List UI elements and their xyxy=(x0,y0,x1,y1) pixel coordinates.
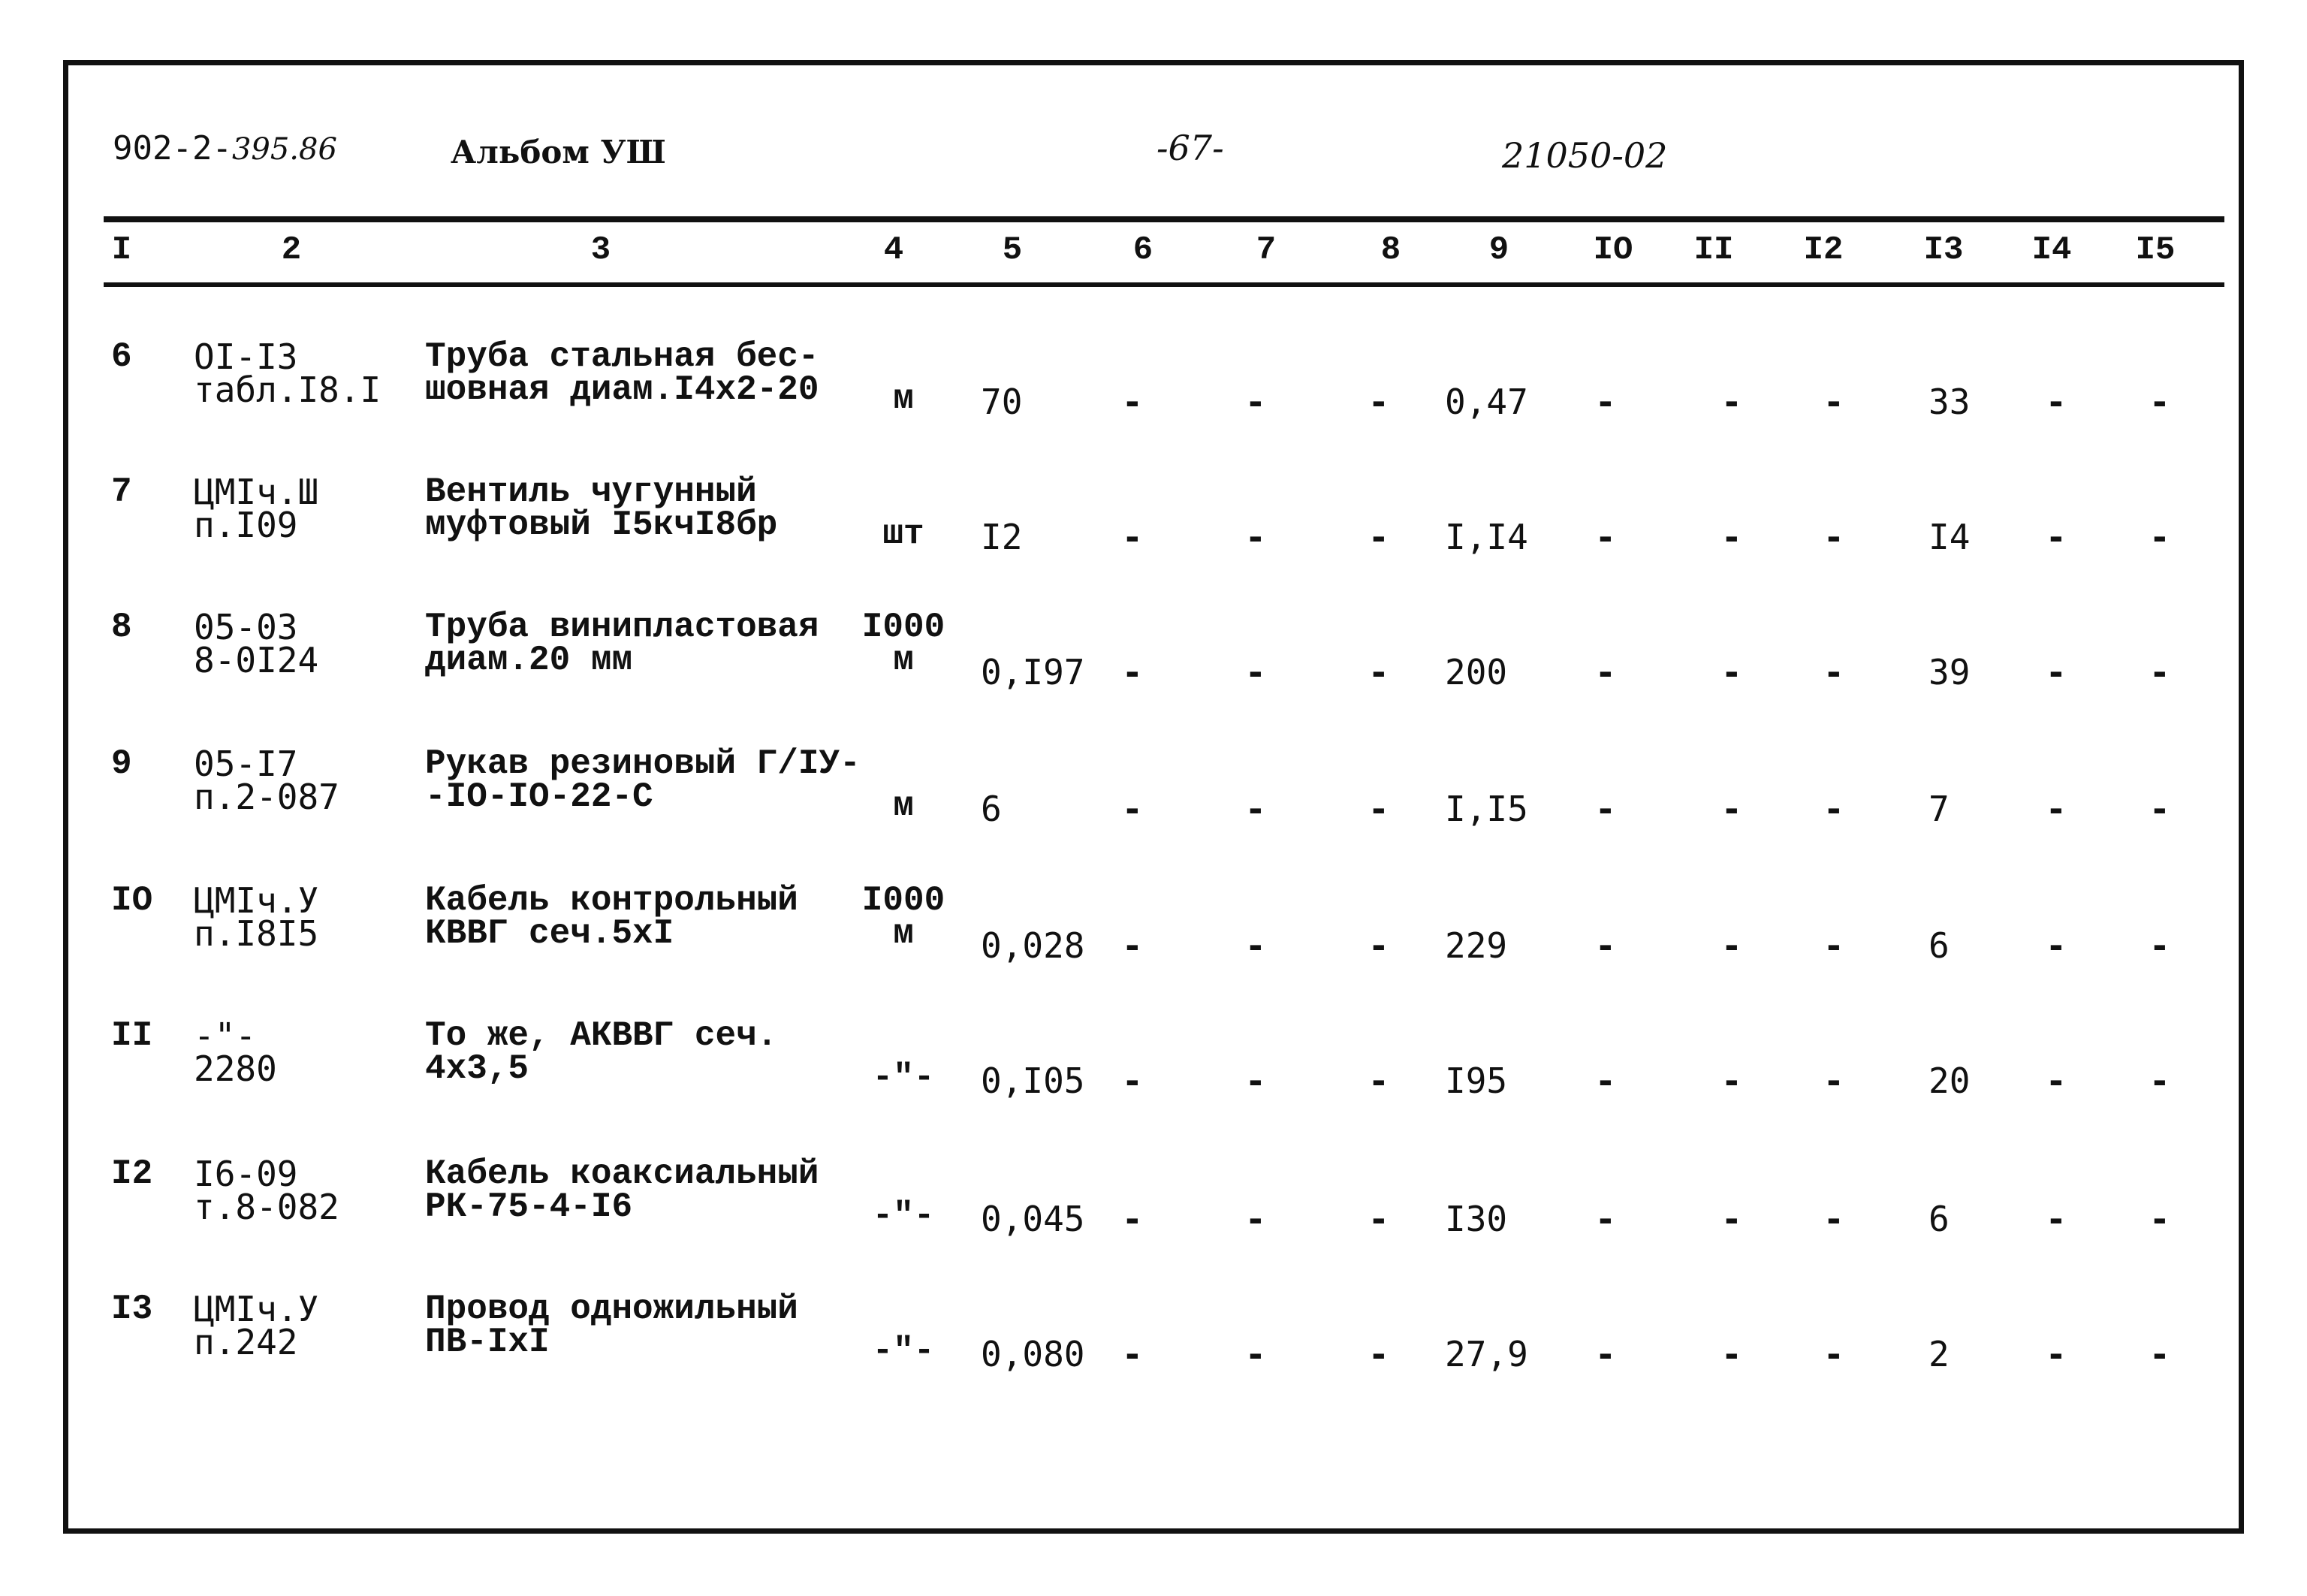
value-col-13: 20 xyxy=(1929,1060,1971,1101)
empty-value-dash: - xyxy=(1721,925,1742,966)
column-number: 5 xyxy=(1002,231,1023,269)
column-number: I4 xyxy=(2031,231,2072,269)
empty-value-dash: - xyxy=(1721,382,1742,422)
empty-value-dash: - xyxy=(2046,925,2067,966)
unit: -"- xyxy=(872,1196,935,1235)
empty-value-dash: - xyxy=(1122,517,1143,557)
norm-reference: 05-I7 xyxy=(194,744,298,784)
value-col-9: 0,47 xyxy=(1445,382,1528,422)
value-col-9: 200 xyxy=(1445,652,1508,692)
page-frame xyxy=(63,60,2244,1534)
quantity: 70 xyxy=(981,382,1023,422)
empty-value-dash: - xyxy=(1595,517,1616,557)
norm-reference: 8-0I24 xyxy=(194,640,319,680)
unit: м xyxy=(893,379,914,418)
quantity: I2 xyxy=(981,517,1023,557)
norm-reference: п.I8I5 xyxy=(194,913,319,954)
empty-value-dash: - xyxy=(1368,1334,1389,1374)
norm-reference: I6-09 xyxy=(194,1154,298,1194)
column-number: I5 xyxy=(2135,231,2176,269)
empty-value-dash: - xyxy=(1595,1334,1616,1374)
norm-reference: ЦМIч.Ш xyxy=(194,472,319,512)
empty-value-dash: - xyxy=(1823,925,1844,966)
page-number: -67- xyxy=(1157,128,1224,168)
empty-value-dash: - xyxy=(1368,925,1389,966)
norm-reference: ЦМIч.У xyxy=(194,880,319,921)
column-number: 8 xyxy=(1380,231,1401,269)
column-number: 2 xyxy=(281,231,302,269)
value-col-13: 6 xyxy=(1929,1199,1950,1239)
empty-value-dash: - xyxy=(1823,517,1844,557)
document-code-prefix: 902-2- xyxy=(113,129,232,167)
empty-value-dash: - xyxy=(1368,652,1389,692)
unit: I000 xyxy=(861,608,945,647)
empty-value-dash: - xyxy=(1721,789,1742,829)
unit: шт xyxy=(882,514,924,554)
unit: м xyxy=(893,914,914,953)
item-name: Провод одножильный xyxy=(425,1290,798,1329)
row-number: 9 xyxy=(111,744,132,783)
row-number: 8 xyxy=(111,608,132,647)
empty-value-dash: - xyxy=(1595,925,1616,966)
empty-value-dash: - xyxy=(1245,789,1266,829)
value-col-9: I,I4 xyxy=(1445,517,1528,557)
empty-value-dash: - xyxy=(1823,1334,1844,1374)
norm-reference: п.I09 xyxy=(194,505,298,545)
empty-value-dash: - xyxy=(1245,1334,1266,1374)
item-name: 4х3,5 xyxy=(425,1049,529,1088)
empty-value-dash: - xyxy=(1122,925,1143,966)
item-name: Рукав резиновый Г/IУ- xyxy=(425,744,861,783)
empty-value-dash: - xyxy=(1122,789,1143,829)
value-col-9: I,I5 xyxy=(1445,789,1528,829)
empty-value-dash: - xyxy=(2149,382,2170,422)
empty-value-dash: - xyxy=(2046,382,2067,422)
value-col-9: I30 xyxy=(1445,1199,1508,1239)
column-number: 4 xyxy=(883,231,904,269)
document-number: 21050-02 xyxy=(1502,135,1668,176)
item-name: Труба винипластовая xyxy=(425,608,819,647)
empty-value-dash: - xyxy=(2046,652,2067,692)
empty-value-dash: - xyxy=(1368,517,1389,557)
row-number: I3 xyxy=(111,1290,153,1329)
norm-reference: 2280 xyxy=(194,1048,277,1089)
empty-value-dash: - xyxy=(1595,1060,1616,1101)
empty-value-dash: - xyxy=(1122,1199,1143,1239)
empty-value-dash: - xyxy=(2149,925,2170,966)
value-col-13: I4 xyxy=(1929,517,1971,557)
empty-value-dash: - xyxy=(2046,1060,2067,1101)
column-number: I2 xyxy=(1803,231,1844,269)
value-col-13: 33 xyxy=(1929,382,1971,422)
item-name: РК-75-4-I6 xyxy=(425,1187,633,1226)
empty-value-dash: - xyxy=(1245,1060,1266,1101)
empty-value-dash: - xyxy=(1122,382,1143,422)
empty-value-dash: - xyxy=(1823,652,1844,692)
document-code-handwritten: 395.86 xyxy=(231,132,337,167)
empty-value-dash: - xyxy=(1245,925,1266,966)
empty-value-dash: - xyxy=(1245,652,1266,692)
empty-value-dash: - xyxy=(2149,1199,2170,1239)
empty-value-dash: - xyxy=(1595,789,1616,829)
item-name: КВВГ сеч.5хI xyxy=(425,914,674,953)
empty-value-dash: - xyxy=(1245,382,1266,422)
empty-value-dash: - xyxy=(1368,789,1389,829)
item-name: -IO-IO-22-С xyxy=(425,777,653,816)
norm-reference: табл.I8.I xyxy=(194,370,381,410)
empty-value-dash: - xyxy=(2149,789,2170,829)
row-number: I2 xyxy=(111,1154,153,1193)
empty-value-dash: - xyxy=(1595,1199,1616,1239)
column-number: 6 xyxy=(1132,231,1154,269)
empty-value-dash: - xyxy=(2149,1060,2170,1101)
item-name: Вентиль чугунный xyxy=(425,472,757,511)
document-code xyxy=(113,129,337,167)
row-number: II xyxy=(111,1016,153,1055)
norm-reference: OI-I3 xyxy=(194,336,298,377)
empty-value-dash: - xyxy=(1823,382,1844,422)
item-name: шовная диам.I4x2-20 xyxy=(425,370,819,409)
empty-value-dash: - xyxy=(1823,789,1844,829)
value-col-13: 7 xyxy=(1929,789,1950,829)
unit: м xyxy=(893,641,914,680)
empty-value-dash: - xyxy=(1721,517,1742,557)
row-number: 7 xyxy=(111,472,132,511)
empty-value-dash: - xyxy=(1721,1199,1742,1239)
norm-reference: т.8-082 xyxy=(194,1187,339,1227)
unit: м xyxy=(893,786,914,825)
empty-value-dash: - xyxy=(1721,652,1742,692)
empty-value-dash: - xyxy=(1823,1199,1844,1239)
column-number: I xyxy=(111,231,132,269)
empty-value-dash: - xyxy=(2046,789,2067,829)
item-name: диам.20 мм xyxy=(425,641,633,680)
empty-value-dash: - xyxy=(1245,1199,1266,1239)
column-number: 7 xyxy=(1256,231,1277,269)
column-number: I3 xyxy=(1923,231,1964,269)
empty-value-dash: - xyxy=(2149,652,2170,692)
quantity: 0,I05 xyxy=(981,1060,1085,1101)
empty-value-dash: - xyxy=(1122,1060,1143,1101)
item-name: Кабель контрольный xyxy=(425,881,798,920)
header-rule-bottom xyxy=(104,282,2224,287)
value-col-13: 39 xyxy=(1929,652,1971,692)
empty-value-dash: - xyxy=(2149,1334,2170,1374)
item-name: ПВ-IхI xyxy=(425,1323,550,1362)
value-col-9: 27,9 xyxy=(1445,1334,1528,1374)
value-col-9: I95 xyxy=(1445,1060,1508,1101)
value-col-13: 6 xyxy=(1929,925,1950,966)
quantity: 0,080 xyxy=(981,1334,1085,1374)
empty-value-dash: - xyxy=(1122,652,1143,692)
empty-value-dash: - xyxy=(1245,517,1266,557)
norm-reference: п.242 xyxy=(194,1322,298,1362)
empty-value-dash: - xyxy=(1721,1060,1742,1101)
row-number: IO xyxy=(111,881,153,920)
empty-value-dash: - xyxy=(1595,382,1616,422)
value-col-13: 2 xyxy=(1929,1334,1950,1374)
quantity: 6 xyxy=(981,789,1002,829)
quantity: 0,028 xyxy=(981,925,1085,966)
unit: -"- xyxy=(872,1058,935,1097)
empty-value-dash: - xyxy=(1368,382,1389,422)
unit: I000 xyxy=(861,881,945,920)
header-rule-top xyxy=(104,216,2224,222)
item-name: муфтовый I5кчI8бр xyxy=(425,505,778,545)
column-number: 9 xyxy=(1488,231,1509,269)
column-number: 3 xyxy=(590,231,611,269)
empty-value-dash: - xyxy=(1368,1060,1389,1101)
empty-value-dash: - xyxy=(1721,1334,1742,1374)
item-name: То же, АКВВГ сеч. xyxy=(425,1016,778,1055)
empty-value-dash: - xyxy=(2046,517,2067,557)
empty-value-dash: - xyxy=(1122,1334,1143,1374)
quantity: 0,I97 xyxy=(981,652,1085,692)
empty-value-dash: - xyxy=(1595,652,1616,692)
empty-value-dash: - xyxy=(2149,517,2170,557)
norm-reference: -"- xyxy=(194,1015,257,1056)
quantity: 0,045 xyxy=(981,1199,1085,1239)
empty-value-dash: - xyxy=(2046,1199,2067,1239)
value-col-9: 229 xyxy=(1445,925,1508,966)
column-number: IO xyxy=(1593,231,1633,269)
empty-value-dash: - xyxy=(1823,1060,1844,1101)
norm-reference: п.2-087 xyxy=(194,777,339,817)
row-number: 6 xyxy=(111,337,132,376)
norm-reference: ЦМIч.У xyxy=(194,1289,319,1329)
column-number: II xyxy=(1693,231,1734,269)
album-title: Альбом УШ xyxy=(451,134,666,170)
empty-value-dash: - xyxy=(2046,1334,2067,1374)
unit: -"- xyxy=(872,1332,935,1371)
norm-reference: 05-03 xyxy=(194,607,298,647)
item-name: Кабель коаксиальный xyxy=(425,1154,819,1193)
empty-value-dash: - xyxy=(1368,1199,1389,1239)
item-name: Труба стальная бес- xyxy=(425,337,819,376)
